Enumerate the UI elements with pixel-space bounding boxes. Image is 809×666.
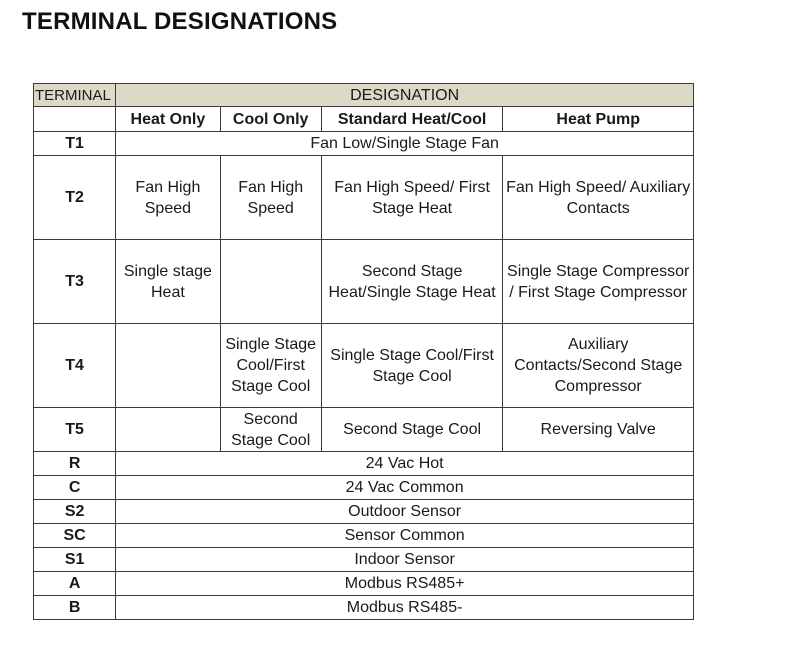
- standard-cell: Second Stage Cool: [321, 408, 503, 452]
- table-row: [34, 500, 694, 524]
- designation-header: DESIGNATION: [116, 84, 694, 107]
- terminal-cell: S1: [34, 548, 116, 572]
- designation-cell: 24 Vac Hot: [116, 452, 694, 476]
- designation-cell: Fan Low/Single Stage Fan: [116, 132, 694, 156]
- table-row: [34, 572, 694, 596]
- terminal-cell: T3: [34, 240, 116, 324]
- heat-only-header: Heat Only: [116, 107, 220, 132]
- terminal-cell: B: [34, 596, 116, 620]
- heat-pump-header: Heat Pump: [503, 107, 694, 132]
- table-row: [34, 476, 694, 500]
- designation-cell: Modbus RS485-: [116, 596, 694, 620]
- table-row: [34, 524, 694, 548]
- page-title: TERMINAL DESIGNATIONS: [22, 8, 338, 35]
- cool-only-cell: Fan High Speed: [220, 156, 321, 240]
- table-row: [34, 452, 694, 476]
- terminal-cell: T1: [34, 132, 116, 156]
- standard-cell: Fan High Speed/ First Stage Heat: [321, 156, 503, 240]
- heat-pump-cell: Single Stage Compressor / First Stage Compressor: [503, 240, 694, 324]
- heat-only-cell: Fan High Speed: [116, 156, 220, 240]
- cool-only-cell: Single Stage Cool/First Stage Cool: [220, 324, 321, 408]
- table-row: [34, 240, 694, 324]
- cool-only-header: Cool Only: [220, 107, 321, 132]
- heat-pump-cell: Reversing Valve: [503, 408, 694, 452]
- standard-heat-cool-header: Standard Heat/Cool: [321, 107, 503, 132]
- designation-cell: Indoor Sensor: [116, 548, 694, 572]
- heat-only-cell: [116, 324, 220, 408]
- table-row: [34, 548, 694, 572]
- terminal-cell: T5: [34, 408, 116, 452]
- heat-only-cell: [116, 408, 220, 452]
- terminal-designations-table: [33, 83, 694, 620]
- standard-cell: Second Stage Heat/Single Stage Heat: [321, 240, 503, 324]
- heat-only-cell: Single stage Heat: [116, 240, 220, 324]
- terminal-cell: C: [34, 476, 116, 500]
- terminal-cell: A: [34, 572, 116, 596]
- table-row: [34, 156, 694, 240]
- header-row: [34, 84, 694, 107]
- cool-only-cell: Second Stage Cool: [220, 408, 321, 452]
- table-row: [34, 132, 694, 156]
- heat-pump-cell: Auxiliary Contacts/Second Stage Compressor: [503, 324, 694, 408]
- table-row: [34, 596, 694, 620]
- terminal-cell: T4: [34, 324, 116, 408]
- cool-only-cell: [220, 240, 321, 324]
- terminal-cell: SC: [34, 524, 116, 548]
- blank-header-cell: [34, 107, 116, 132]
- designation-cell: Sensor Common: [116, 524, 694, 548]
- terminal-cell: R: [34, 452, 116, 476]
- designation-cell: Modbus RS485+: [116, 572, 694, 596]
- column-header-row: [34, 107, 694, 132]
- terminal-cell: T2: [34, 156, 116, 240]
- terminal-cell: S2: [34, 500, 116, 524]
- terminal-header: TERMINAL: [34, 84, 116, 107]
- heat-pump-cell: Fan High Speed/ Auxiliary Contacts: [503, 156, 694, 240]
- designation-cell: Outdoor Sensor: [116, 500, 694, 524]
- designation-cell: 24 Vac Common: [116, 476, 694, 500]
- table-row: [34, 324, 694, 408]
- table-row: [34, 408, 694, 452]
- standard-cell: Single Stage Cool/First Stage Cool: [321, 324, 503, 408]
